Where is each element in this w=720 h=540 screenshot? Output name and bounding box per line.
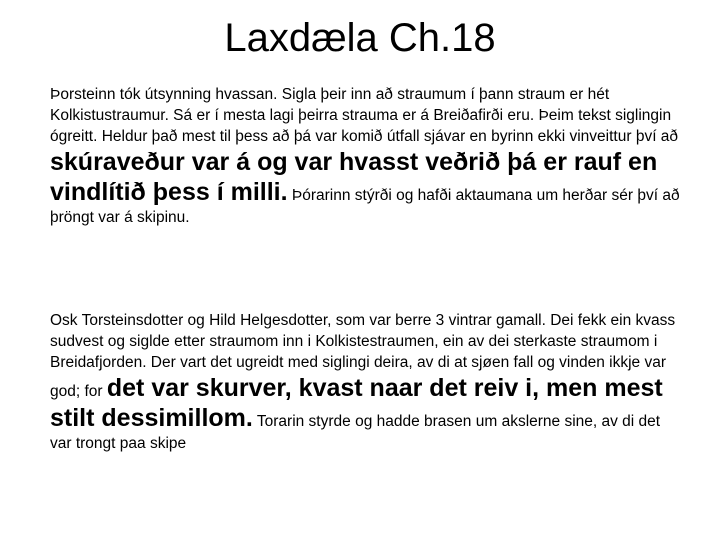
norwegian-emphasis-text: det var skurver, kvast naar det reiv i, men mest stilt dessimillom. (50, 374, 663, 432)
icelandic-continuation-text: Þórarinn stýrði og hafði aktaumana um herðar sér því að þröngt var á skipinu. (50, 187, 680, 226)
norwegian-intro-text: Osk Torsteinsdotter og Hild Helgesdotter, som var berre 3 vintrar gamall. Dei fekk ein kvass sudvest og siglde etter straumom inn i Kolkistestraumen, ein av dei sterkaste straumom i Breidafjorden. Der vart det ugreidt med siglingi deira, av di at sjøen fall og vinden ikkje var god; for (50, 312, 676, 400)
norwegian-paragraph (50, 310, 682, 454)
slide-title: Laxdæla Ch.18 (224, 16, 496, 60)
icelandic-intro-text: Þorsteinn tók útsynning hvassan. Sigla þeir inn að straumum í þann straum er hét Kolkistustraumur. Sá er í mesta lagi þeirra strauma er á Breiðafirði eru. Þeim tekst siglingin ógreitt. Heldur það mest til þess að þá var komið útfall sjávar en byrinn ekki vinveittur því að (50, 86, 679, 145)
norwegian-continuation-text: Torarin styrde og hadde brasen um akslerne sine, av di det var trongt paa skipe (50, 413, 661, 452)
icelandic-emphasis-text: skúraveður var á og var hvasst veðrið þá er rauf en vindlítið þess í milli. (50, 148, 658, 206)
icelandic-paragraph (50, 84, 682, 228)
